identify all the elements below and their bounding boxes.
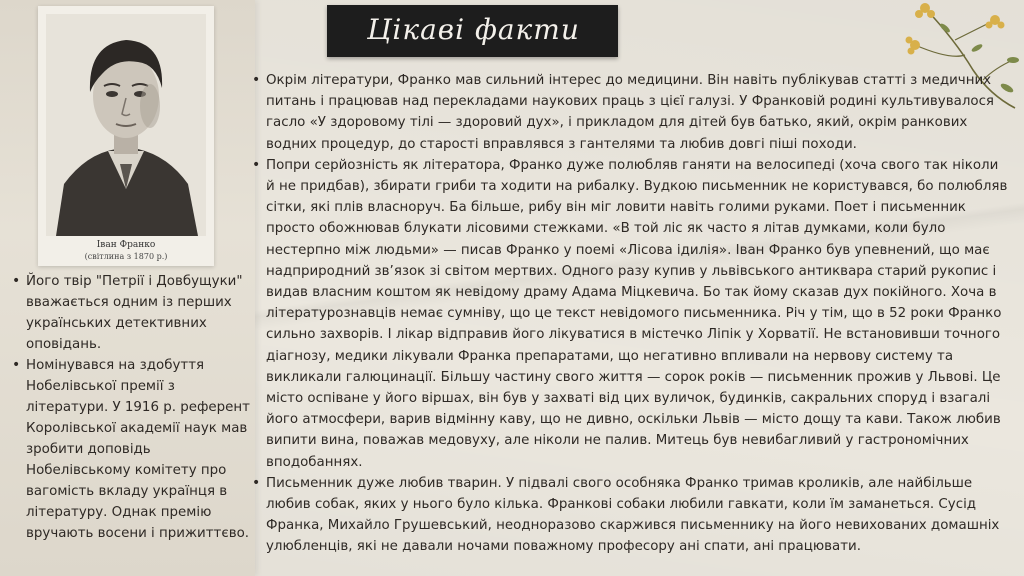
portrait-caption-date: (світлина з 1870 р.): [84, 252, 168, 261]
side-facts-list: [10, 271, 252, 544]
main-fact-item: • Попри серйозність як літератора, Франко дуже полюбляв ганяти на велосипеді (хоча свого так ніколи й не придбав), збирати гриби та ходити на рибалку. Вудкою письменник не користувався, бо полюбляв сітки, які плів власноруч. Ба більше, рибу він міг ловити навіть голими руками. Поет і письменник просто обожнював блукати лісовими стежками. «В той ліс як часто я літав думками, коли було нестерпно між людьми» — писав Франко у поемі «Лісова ідилія». Іван Франко був упевнений, що має надприродний зв’язок зі світом мертвих. Одного разу купив у львівського антиквара старий рукопис і видав власним коштом як невідому драму Адама Міцкевича. Бо так йому сказав дух покійного. Хоча в літературознавців немає сумніву, що це текст невідомого письменника. Річ у тім, що в 52 роки Франко сильно захворів. І лікар відправив його лікуватися в містечко Ліпік у Хорватії. Не встановивши точного діагнозу, медики лікували Франка препаратами, що негативно впливали на нервову систему та викликали галюцинації. Більшу частину свого життя — сорок років — письменник прожив у Львові. Це місто оспіване у його віршах, він був у захваті від цих вуличок, будинків, сакральних споруд і взагалі його атмосфери, варив відмінну каву, що не дивно, оскільки Львів — місто дощу та кави. Також любив випити вина, поважав медовуху, але ніколи не палив. Митець був невибагливий у гастрономічних вподобаннях.: [250, 155, 1010, 473]
portrait-photo: [46, 14, 206, 236]
main-facts-list: [250, 70, 1010, 558]
title-banner: [327, 5, 618, 57]
portrait-photo-card: [38, 6, 214, 266]
slide-title: Цікаві факти: [367, 13, 580, 46]
main-fact-item: • Окрім літератури, Франко мав сильний інтерес до медицини. Він навіть публікував статті з медичних питань і працював над перекладами наукових праць з цієї галузі. У Франковій родині культивувалося гасло «У здоровому тілі — здоровий дух», і прикладом для дітей був батько, який, окрім ранкових водних процедур, до старості вправлявся з гантелями та любив довгі піші походи.: [250, 70, 1010, 155]
side-fact-item: • Його твір "Петрії і Довбущуки" вважається одним із перших українських детективних оповідань.: [10, 271, 252, 355]
side-fact-item: • Номінувався на здобуття Нобелівської премії з літератури. У 1916 р. референт Королівської академії наук мав зробити доповідь Нобелівському комітету про вагомість вкладу українця в літературу. Однак премію вручають восени і прижиттєво.: [10, 355, 252, 544]
main-fact-item: • Письменник дуже любив тварин. У підвалі свого особняка Франко тримав кроликів, але найбільше любив собак, яких у нього було кілька. Франкові собаки любили гавкати, коли їм заманеться. Сусід Франка, Михайло Грушевський, неодноразово скаржився письменнику на його невихованих домашніх улюбленців, які не давали ночами поважному професору ані спати, ані працювати.: [250, 473, 1010, 558]
portrait-caption-name: Іван Франко: [96, 240, 156, 250]
